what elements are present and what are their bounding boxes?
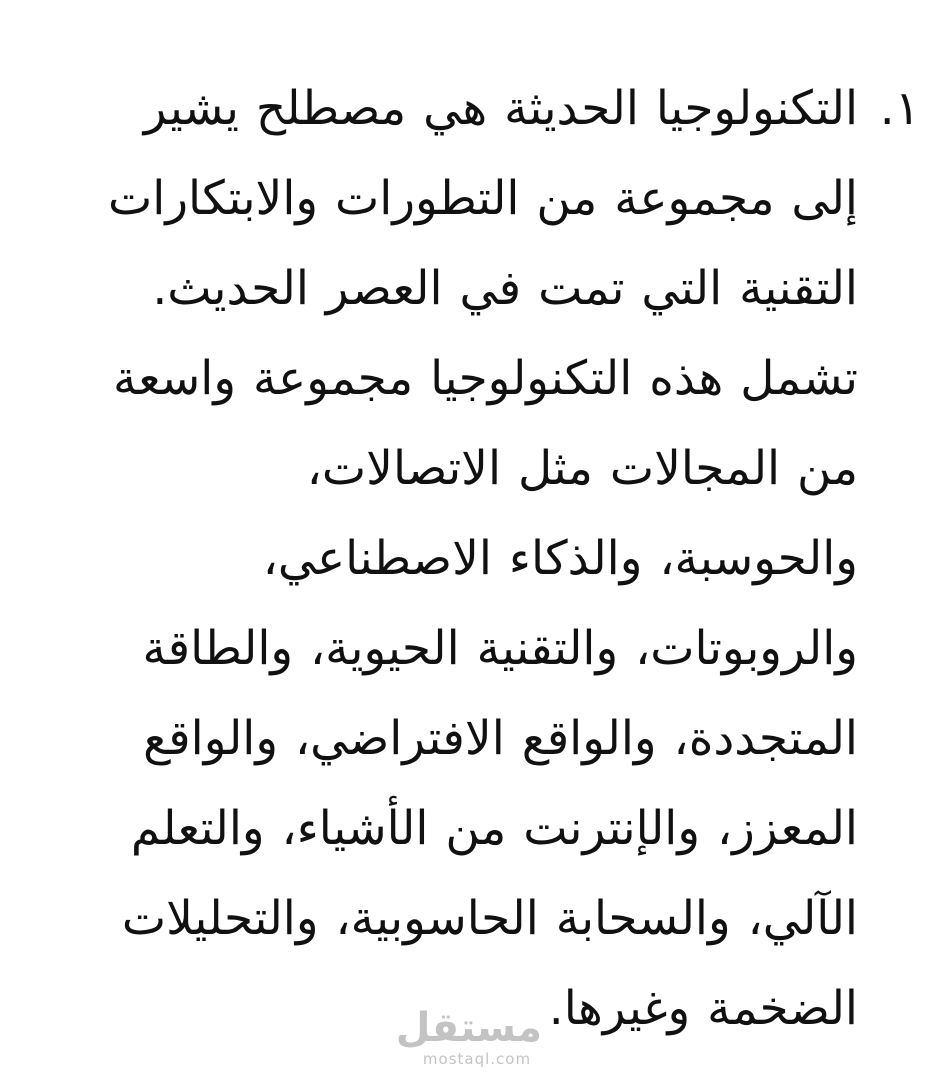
watermark-logo: مستقل: [395, 1005, 542, 1051]
text-line-10: الآلي، والسحابة الحاسوبية، والتحليلات: [121, 891, 858, 946]
text-line-8: المتجددة، والواقع الافتراضي، والواقع: [143, 711, 858, 766]
text-line-3: التقنية التي تمت في العصر الحديث.: [152, 261, 858, 316]
text-line-9: المعزز، والإنترنت من الأشياء، والتعلم: [130, 801, 858, 856]
numbered-list: [20, 64, 920, 1054]
list-item: [20, 64, 920, 1054]
text-line-2: إلى مجموعة من التطورات والابتكارات: [108, 171, 858, 226]
text-line-5: من المجالات مثل الاتصالات،: [306, 441, 858, 496]
text-line-1: التكنولوجيا الحديثة هي مصطلح يشير: [143, 81, 858, 136]
text-line-6: والحوسبة، والذكاء الاصطناعي،: [262, 531, 858, 586]
text-line-4: تشمل هذه التكنولوجيا مجموعة واسعة: [113, 351, 858, 406]
watermark-url: mostaql.com: [422, 1050, 532, 1068]
paragraph-text: [20, 64, 858, 1054]
text-line-7: والروبوتات، والتقنية الحيوية، والطاقة: [142, 621, 858, 676]
list-item-number: ١.: [879, 81, 920, 136]
text-line-11: الضخمة وغيرها.: [548, 981, 858, 1036]
watermark: [395, 1005, 542, 1068]
